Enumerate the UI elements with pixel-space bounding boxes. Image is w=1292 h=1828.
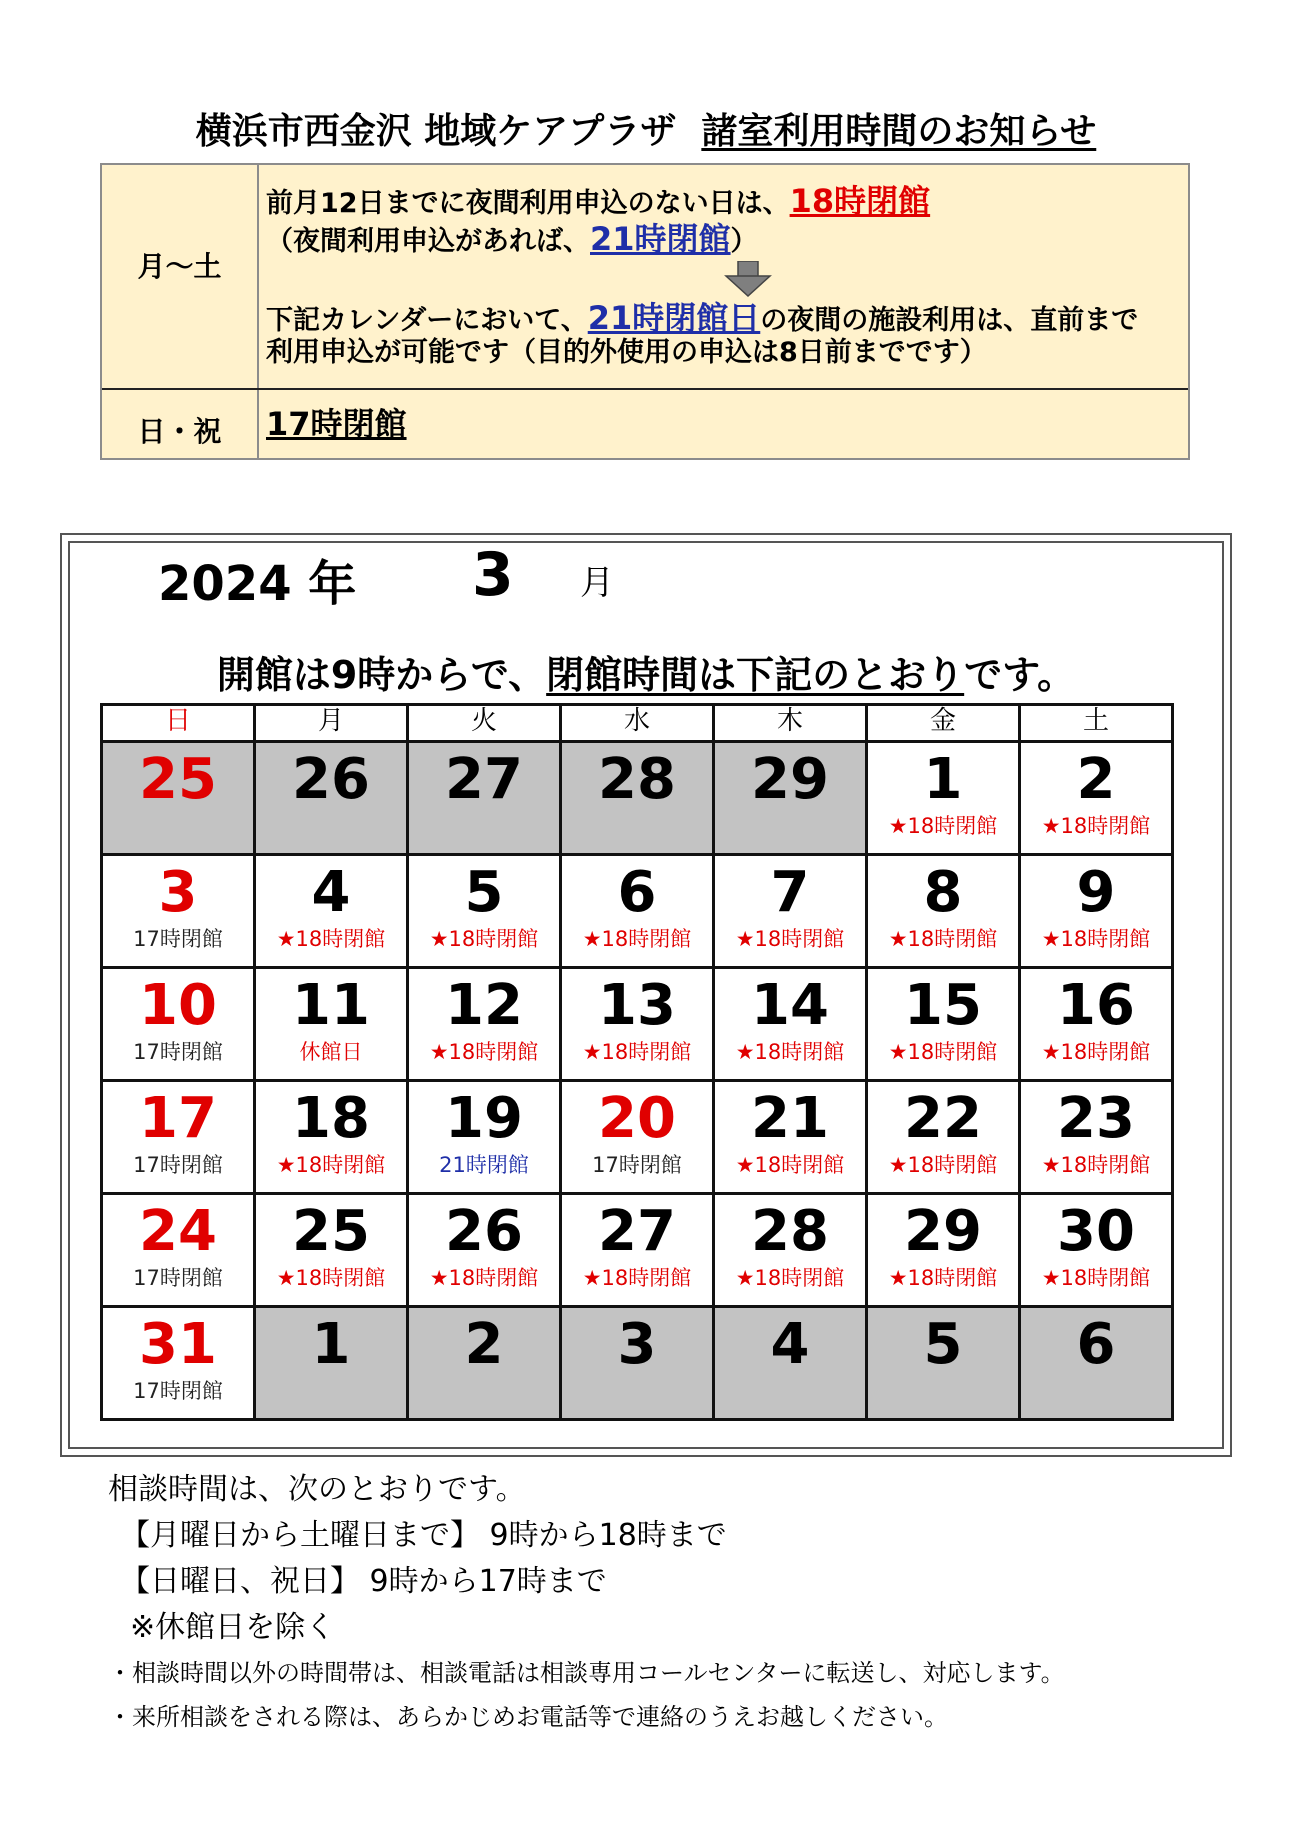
weekday-header: 木 [714, 705, 867, 742]
calendar-day-cell [1020, 855, 1173, 968]
closing-time-note: ★18時閉館 [1041, 1266, 1151, 1290]
closing-time-note: ★18時閉館 [888, 814, 998, 838]
day-number: 7 [770, 860, 810, 925]
closing-time-note: 17時閉館 [133, 1379, 223, 1403]
day-number: 23 [1057, 1086, 1135, 1151]
day-number: 10 [139, 973, 217, 1038]
consultation-hours [108, 1467, 1065, 1739]
closing-time-note: ★18時閉館 [429, 927, 539, 951]
closing-time-note: ★18時閉館 [582, 1266, 692, 1290]
calendar-day-cell [102, 1307, 255, 1420]
weekday-header: 月 [255, 705, 408, 742]
day-number: 2 [464, 1312, 504, 1377]
weekday-header: 土 [1020, 705, 1173, 742]
day-number: 6 [617, 860, 657, 925]
closing-time-note: ★18時閉館 [888, 1040, 998, 1064]
day-number: 28 [751, 1199, 829, 1264]
closing-21-text: 21時閉館 [590, 220, 731, 258]
day-number: 1 [311, 1312, 351, 1377]
day-number: 28 [598, 747, 676, 812]
calendar-day-cell [561, 1307, 714, 1420]
day-number: 11 [292, 973, 370, 1038]
day-number: 4 [311, 860, 351, 925]
info-line-3: 下記カレンダーにおいて、21時閉館日の夜間の施設利用は、直前まで [266, 299, 1139, 337]
arrow-down-icon [724, 261, 772, 297]
closing-time-note: 21時閉館 [439, 1153, 529, 1177]
calendar-day-cell [255, 742, 408, 855]
calendar-day-cell [255, 1194, 408, 1307]
calendar-day-cell [102, 968, 255, 1081]
calendar-day-cell [1020, 1307, 1173, 1420]
closing-time-note: 休館日 [299, 1040, 363, 1064]
info-line-1: 前月12日までに夜間利用申込のない日は、18時閉館 [266, 182, 931, 220]
closing-time-note: ★18時閉館 [429, 1266, 539, 1290]
day-number: 29 [904, 1199, 982, 1264]
calendar-week-row [102, 1307, 1173, 1420]
calendar-day-cell [408, 968, 561, 1081]
calendar-day-cell [408, 1307, 561, 1420]
calendar-day-cell [867, 855, 1020, 968]
opening-hours-table [100, 163, 1190, 460]
closing-time-note: 17時閉館 [133, 1040, 223, 1064]
day-number: 5 [464, 860, 504, 925]
day-number: 12 [445, 973, 523, 1038]
facility-name: 横浜市西金沢 地域ケアプラザ [195, 111, 677, 152]
calendar-day-cell [255, 968, 408, 1081]
day-number: 27 [598, 1199, 676, 1264]
calendar-day-cell [714, 855, 867, 968]
info-line-4: 利用申込が可能です（目的外使用の申込は8日前までです） [266, 337, 987, 368]
closing-time-note: 17時閉館 [133, 1153, 223, 1177]
closing-time-note: ★18時閉館 [276, 1266, 386, 1290]
day-number: 6 [1076, 1312, 1116, 1377]
notice-title: 諸室利用時間のお知らせ [701, 111, 1097, 152]
calendar-day-cell [867, 742, 1020, 855]
closing-time-note: ★18時閉館 [276, 927, 386, 951]
calendar-day-cell [561, 1194, 714, 1307]
day-number: 5 [923, 1312, 963, 1377]
closing-time-note: ★18時閉館 [888, 1266, 998, 1290]
calendar-year: 2024 年 [158, 556, 357, 612]
day-number: 3 [158, 860, 198, 925]
weekday-header: 日 [102, 705, 255, 742]
closing-time-note: ★18時閉館 [276, 1153, 386, 1177]
calendar-day-cell [714, 1307, 867, 1420]
calendar-day-cell [714, 1194, 867, 1307]
calendar-day-cell [714, 1081, 867, 1194]
day-number: 3 [617, 1312, 657, 1377]
consult-intro: 相談時間は、次のとおりです。 [108, 1472, 526, 1507]
day-number: 1 [923, 747, 963, 812]
calendar-day-cell [408, 1194, 561, 1307]
holiday-value: 17時閉館 [266, 405, 407, 443]
weekday-header: 火 [408, 705, 561, 742]
consult-exclude: ※休館日を除く [130, 1610, 336, 1645]
calendar-day-cell [561, 1081, 714, 1194]
closing-time-note: 17時閉館 [592, 1153, 682, 1177]
calendar-week-row [102, 1081, 1173, 1194]
closing-time-note: ★18時閉館 [1041, 927, 1151, 951]
calendar-day-cell [867, 1194, 1020, 1307]
day-number: 14 [751, 973, 829, 1038]
closing-time-note: 17時閉館 [133, 1266, 223, 1290]
day-number: 31 [139, 1312, 217, 1377]
closing-time-note: ★18時閉館 [888, 1153, 998, 1177]
calendar-subtitle: 開館は9時からで、閉館時間は下記のとおりです。 [216, 653, 1076, 697]
weekday-header: 金 [867, 705, 1020, 742]
page-title [100, 103, 1192, 154]
calendar-day-cell [255, 855, 408, 968]
calendar-day-cell [102, 1194, 255, 1307]
calendar-day-cell [408, 742, 561, 855]
consult-holiday-hours: 【日曜日、祝日】 9時から17時まで [120, 1564, 607, 1599]
consult-weekday-hours: 【月曜日から土曜日まで】 9時から18時まで [120, 1518, 727, 1553]
day-number: 26 [445, 1199, 523, 1264]
closing-time-note: ★18時閉館 [582, 927, 692, 951]
table-divider [102, 388, 1188, 390]
calendar-day-cell [1020, 1194, 1173, 1307]
day-number: 9 [1076, 860, 1116, 925]
calendar-day-cell [1020, 968, 1173, 1081]
day-number: 26 [292, 747, 370, 812]
calendar-week-row [102, 968, 1173, 1081]
day-number: 25 [292, 1199, 370, 1264]
day-number: 13 [598, 973, 676, 1038]
consult-note-2: ・来所相談をされる際は、あらかじめお電話等で連絡のうえお越しください。 [108, 1703, 948, 1731]
day-number: 21 [751, 1086, 829, 1151]
day-number: 19 [445, 1086, 523, 1151]
weekday-header-row [102, 705, 1173, 742]
closing-time-note: 17時閉館 [133, 927, 223, 951]
calendar-day-cell [714, 742, 867, 855]
closing-time-note: ★18時閉館 [735, 1040, 845, 1064]
day-number: 16 [1057, 973, 1135, 1038]
calendar-day-cell [102, 855, 255, 968]
closing-time-note: ★18時閉館 [1041, 1153, 1151, 1177]
holiday-label: 日・祝 [137, 415, 222, 448]
closing-time-note: ★18時閉館 [735, 1266, 845, 1290]
table-divider [257, 165, 259, 458]
calendar-day-cell [561, 855, 714, 968]
calendar-grid [100, 703, 1174, 1421]
day-number: 25 [139, 747, 217, 812]
closing-time-note: ★18時閉館 [1041, 1040, 1151, 1064]
day-number: 15 [904, 973, 982, 1038]
calendar-week-row [102, 742, 1173, 855]
closing-time-note: ★18時閉館 [735, 927, 845, 951]
calendar-day-cell [102, 1081, 255, 1194]
calendar-day-cell [867, 1307, 1020, 1420]
weekday-label: 月～土 [137, 250, 222, 283]
day-number: 17 [139, 1086, 217, 1151]
closing-time-note: ★18時閉館 [888, 927, 998, 951]
closing-time-note: ★18時閉館 [429, 1040, 539, 1064]
calendar-day-cell [867, 1081, 1020, 1194]
calendar-day-cell [867, 968, 1020, 1081]
calendar-day-cell [255, 1307, 408, 1420]
info-line-2: （夜間利用申込があれば、21時閉館） [266, 220, 758, 258]
day-number: 8 [923, 860, 963, 925]
day-number: 24 [139, 1199, 217, 1264]
calendar-week-row [102, 1194, 1173, 1307]
consult-note-1: ・相談時間以外の時間帯は、相談電話は相談専用コールセンターに転送し、対応します。 [108, 1659, 1065, 1687]
calendar-month: 3 [472, 540, 514, 610]
calendar-day-cell [561, 742, 714, 855]
day-number: 20 [598, 1086, 676, 1151]
closing-time-note: ★18時閉館 [735, 1153, 845, 1177]
day-number: 18 [292, 1086, 370, 1151]
calendar-day-cell [561, 968, 714, 1081]
day-number: 2 [1076, 747, 1116, 812]
calendar-week-row [102, 855, 1173, 968]
day-number: 22 [904, 1086, 982, 1151]
calendar-month-unit: 月 [580, 563, 614, 603]
calendar-day-cell [255, 1081, 408, 1194]
day-number: 4 [770, 1312, 810, 1377]
closing-time-note: ★18時閉館 [582, 1040, 692, 1064]
closing-21-day-text: 21時閉館日 [587, 299, 761, 337]
closing-18-text: 18時閉館 [789, 182, 931, 220]
calendar-day-cell [408, 1081, 561, 1194]
calendar-day-cell [102, 742, 255, 855]
calendar-day-cell [714, 968, 867, 1081]
calendar-day-cell [408, 855, 561, 968]
day-number: 29 [751, 747, 829, 812]
closing-time-note: ★18時閉館 [1041, 814, 1151, 838]
weekday-header: 水 [561, 705, 714, 742]
day-number: 30 [1057, 1199, 1135, 1264]
calendar-day-cell [1020, 742, 1173, 855]
day-number: 27 [445, 747, 523, 812]
calendar-day-cell [1020, 1081, 1173, 1194]
